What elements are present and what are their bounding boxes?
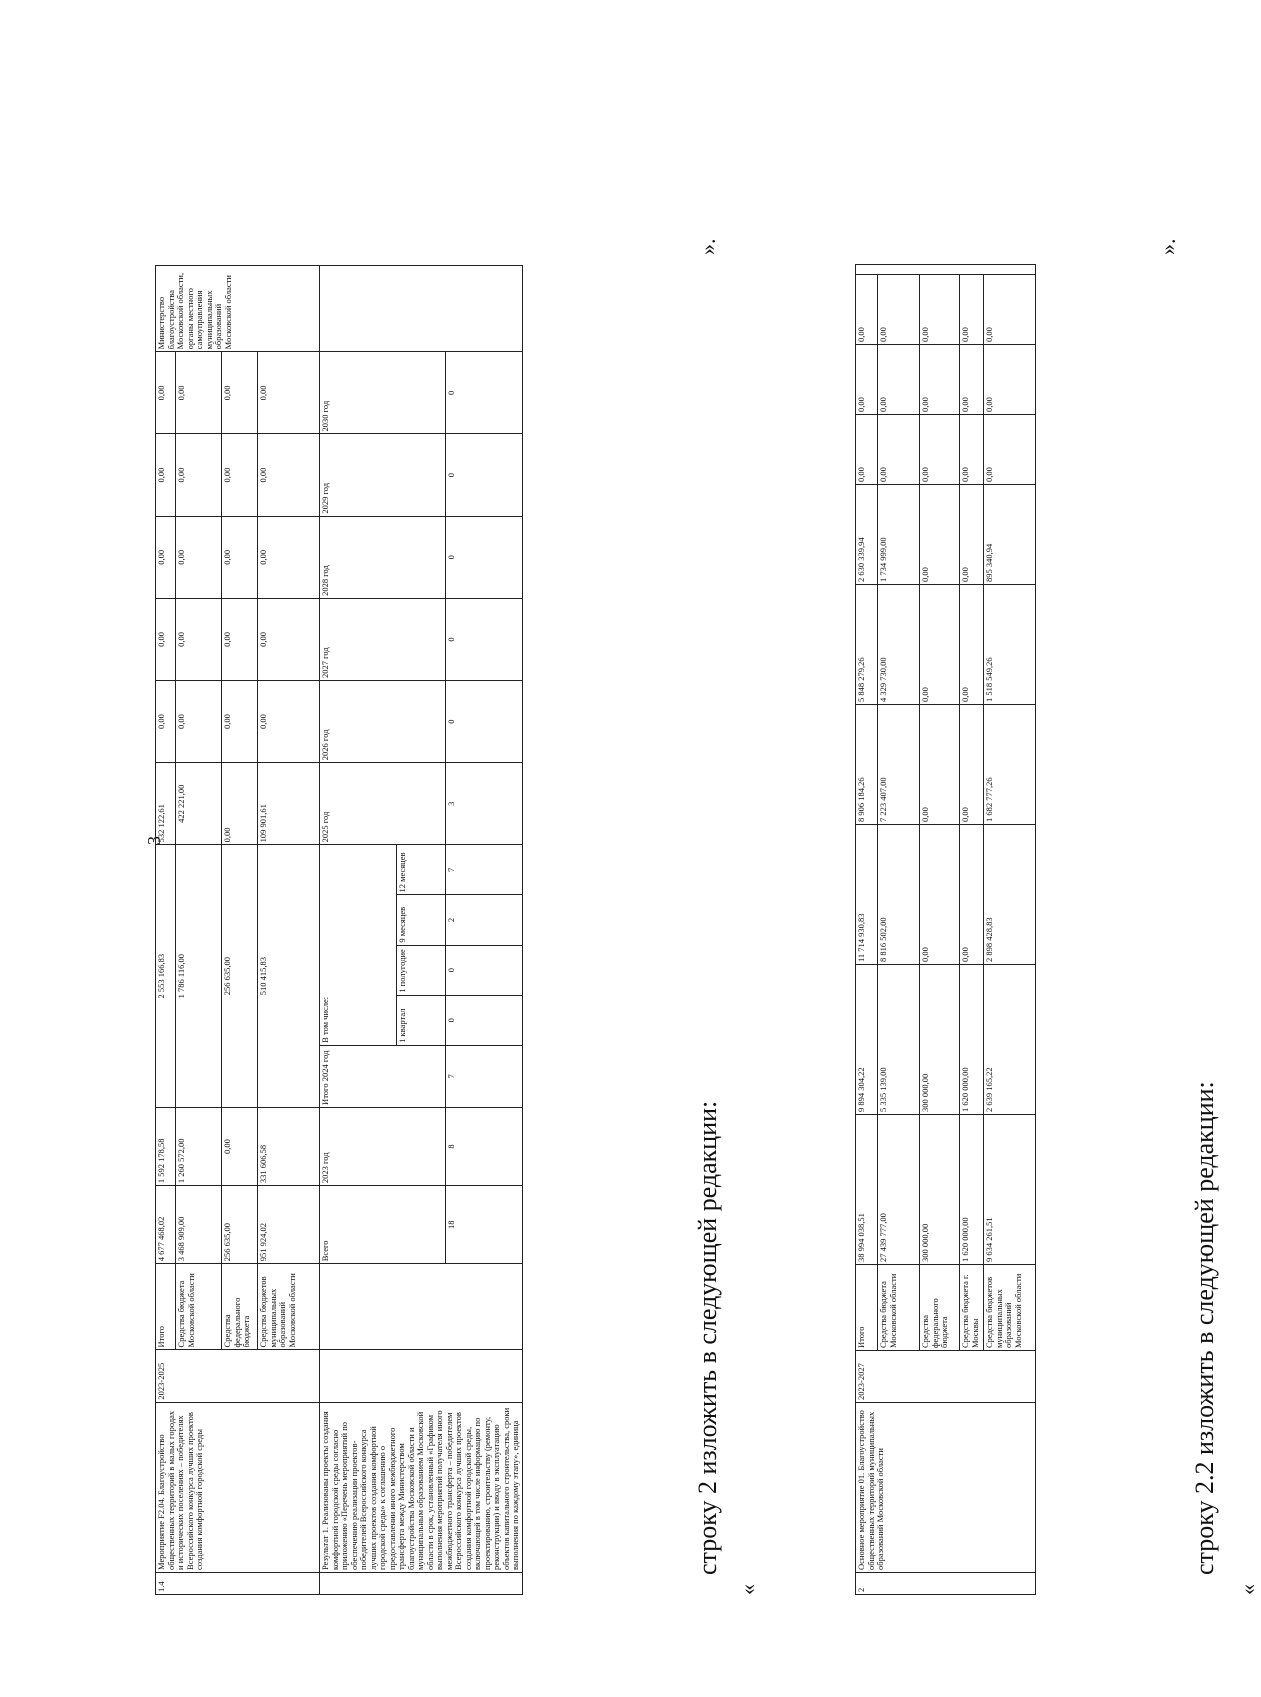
- finance-2023: 1 592 178,58: [156, 1107, 176, 1185]
- finance-total: 4 677 468,02: [156, 1186, 176, 1264]
- finance-2024: 2 553 166,83: [156, 845, 176, 1108]
- finance-2030: 0,00: [960, 275, 984, 345]
- opening-quote: «: [735, 1584, 760, 1595]
- finance-2026: 0,00: [176, 681, 222, 763]
- period: 2023-2027: [856, 1351, 1036, 1403]
- result-12-months: 7: [445, 845, 522, 895]
- finance-2029: 0,00: [856, 345, 878, 415]
- finance-total: 300 000,00: [920, 1115, 960, 1265]
- finance-2023: 300 000,00: [920, 965, 960, 1115]
- instruction-caption-2: строку 2.2 изложить в следующей редакции:: [1190, 1081, 1219, 1575]
- finance-source: Итого: [156, 1264, 176, 1350]
- finance-2028: 0,00: [222, 516, 258, 598]
- finance-2029: 0,00: [878, 345, 920, 415]
- finance-source: Средства федерального бюджета: [222, 1264, 258, 1350]
- finance-2028: 0,00: [176, 516, 222, 598]
- finance-2025: 532 122,61: [156, 763, 176, 845]
- finance-2024: 256 635,00: [222, 845, 258, 1108]
- finance-2024: 1 786 116,00: [176, 845, 222, 1108]
- finance-2023: 5 335 139,00: [878, 965, 920, 1115]
- instruction-caption-1: строку 2 изложить в следующей редакции:: [693, 1100, 722, 1575]
- finance-2025: 1 682 777,26: [984, 705, 1036, 825]
- finance-total: 1 620 000,00: [960, 1115, 984, 1265]
- finance-2027: 0,00: [176, 598, 222, 680]
- finance-2029: 0,00: [984, 345, 1036, 415]
- row-number: 1.4: [156, 1572, 320, 1594]
- finance-2024: 11 714 930,83: [856, 825, 878, 965]
- finance-2027: 0,00: [156, 598, 176, 680]
- result-9-months: 2: [445, 895, 522, 945]
- header-half-year: 1 полугодие: [397, 945, 446, 995]
- finance-2025: 422 221,00: [176, 763, 222, 845]
- finance-total: 27 439 777,00: [878, 1115, 920, 1265]
- finance-source: Средства бюджетов муниципальных образований Московской области: [984, 1265, 1036, 1351]
- result-2023: 8: [445, 1107, 522, 1185]
- finance-2026: 0,00: [222, 681, 258, 763]
- executor: Министерство благоустройства Московской области, органы местного самоуправления муниципальных образований Московской области: [156, 266, 320, 352]
- closing-quote: ».: [1155, 238, 1180, 255]
- table-row: [156, 266, 176, 1595]
- header-total: Всего: [320, 1186, 446, 1264]
- finance-2027: 0,00: [222, 598, 258, 680]
- finance-2027: 895 340,94: [984, 485, 1036, 585]
- finance-2026: 0,00: [156, 681, 176, 763]
- table-row-2: [855, 264, 1036, 1595]
- finance-2023: 2 639 165,22: [984, 965, 1036, 1115]
- finance-source: Средства бюджета г. Москвы: [960, 1265, 984, 1351]
- header-12-months: 12 месяцев: [397, 845, 446, 895]
- header-v-tom-chisle: В том числе:: [320, 845, 397, 1045]
- result-2025: 3: [445, 763, 522, 845]
- finance-2023: 0,00: [222, 1107, 258, 1185]
- finance-2028: 0,00: [258, 516, 320, 598]
- finance-2023: 331 606,58: [258, 1107, 320, 1185]
- finance-2027: 1 734 999,00: [878, 485, 920, 585]
- result-text: Результат 1. Реализованы проекты создания комфортной городской среды согласно приложению «Перечень мероприятий по обеспечению реализации проектов-победителей Всероссийского конкурса лучших проектов создания комфортной городской среды» к соглашению о предоставлении иного межбюджетного трансферта между Министерством благоустройства Московской области и муниципальным образованием Московской области в срок, установленный «Графиком выполнения мероприятий получателя иного межбюджетного трансферта – победителем Всероссийского конкурса лучших проектов создания комфортной городской среды, включающей в том числе информацию по проектированию, строительству (ремонту, реконструкции) и вводу в эксплуатацию объектов капитального строительства, сроки выполнения по каждому этапу», единица: [320, 1402, 523, 1572]
- finance-2025: 109 901,61: [258, 763, 320, 845]
- finance-2025: 7 223 407,00: [878, 705, 920, 825]
- finance-2028: 0,00: [156, 516, 176, 598]
- finance-2028: 0,00: [856, 415, 878, 485]
- period: 2023-2025: [156, 1350, 320, 1402]
- page-number: 3: [144, 836, 164, 845]
- finance-2024: 0,00: [960, 825, 984, 965]
- finance-total: 38 994 038,51: [856, 1115, 878, 1265]
- finance-source: Средства бюджетов муниципальных образований Московской области: [258, 1264, 320, 1350]
- finance-2026: 5 848 279,26: [856, 585, 878, 705]
- event-name: Мероприятие F2.04. Благоустройство общественных территорий в малых городах и исторических поселениях – победителях Всероссийского конкурса лучших проектов создания комфортной городской среды: [156, 1402, 320, 1572]
- finance-2027: 0,00: [960, 485, 984, 585]
- finance-2027: 2 630 339,94: [856, 485, 878, 585]
- finance-2028: 0,00: [878, 415, 920, 485]
- finance-2030: 0,00: [156, 352, 176, 434]
- finance-2030: 0,00: [222, 352, 258, 434]
- finance-2025: 8 906 184,26: [856, 705, 878, 825]
- header-2028: 2028 год: [320, 516, 446, 598]
- finance-2023: 9 894 304,22: [856, 965, 878, 1115]
- result-2029: 0: [445, 434, 522, 516]
- finance-2029: 0,00: [960, 345, 984, 415]
- result-2028: 0: [445, 516, 522, 598]
- header-q1: 1 квартал: [397, 995, 446, 1045]
- header-2023: 2023 год: [320, 1107, 446, 1185]
- finance-2024: 2 898 428,83: [984, 825, 1036, 965]
- header-2026: 2026 год: [320, 681, 446, 763]
- row-number: 2: [856, 1573, 1036, 1595]
- result-half-year: 0: [445, 945, 522, 995]
- finance-2028: 0,00: [920, 415, 960, 485]
- finance-2027: 0,00: [920, 485, 960, 585]
- finance-2030: 0,00: [258, 352, 320, 434]
- finance-2029: 0,00: [222, 434, 258, 516]
- finance-2030: 0,00: [878, 275, 920, 345]
- finance-2023: 1 620 000,00: [960, 965, 984, 1115]
- result-2027: 0: [445, 598, 522, 680]
- finance-2030: 0,00: [920, 275, 960, 345]
- finance-2025: 0,00: [222, 763, 258, 845]
- header-itogo-2024: Итого 2024 год: [320, 1045, 446, 1107]
- table-row: [320, 266, 397, 1595]
- rotated-page-content: [95, 215, 1260, 1615]
- result-q1: 0: [445, 995, 522, 1045]
- header-2030: 2030 год: [320, 352, 446, 434]
- finance-2028: 0,00: [960, 415, 984, 485]
- event-name: Основное мероприятие 01. Благоустройство общественных территорий муниципальных образований Московской области: [856, 1403, 1036, 1573]
- finance-2027: 0,00: [258, 598, 320, 680]
- finance-2026: 0,00: [920, 585, 960, 705]
- finance-2029: 0,00: [258, 434, 320, 516]
- result-total: 18: [445, 1186, 522, 1264]
- finance-2029: 0,00: [176, 434, 222, 516]
- result-2030: 0: [445, 352, 522, 434]
- finance-2025: 0,00: [960, 705, 984, 825]
- finance-2024: 0,00: [920, 825, 960, 965]
- finance-2030: 0,00: [984, 275, 1036, 345]
- finance-source: Средства бюджета Московской области: [176, 1264, 222, 1350]
- table-row: [856, 265, 878, 1595]
- finance-2029: 0,00: [920, 345, 960, 415]
- finance-2024: 8 816 502,00: [878, 825, 920, 965]
- finance-total: 9 634 261,51: [984, 1115, 1036, 1265]
- header-2027: 2027 год: [320, 598, 446, 680]
- finance-source: Средства федерального бюджета: [920, 1265, 960, 1351]
- finance-2026: 0,00: [960, 585, 984, 705]
- finance-2030: 0,00: [176, 352, 222, 434]
- finance-total: 3 468 909,00: [176, 1186, 222, 1264]
- finance-source: Средства бюджета Московской области: [878, 1265, 920, 1351]
- result-itogo-2024: 7: [445, 1045, 522, 1107]
- finance-source: Итого: [856, 1265, 878, 1351]
- finance-2024: 510 415,83: [258, 845, 320, 1108]
- header-9-months: 9 месяцев: [397, 895, 446, 945]
- finance-2023: 1 260 572,00: [176, 1107, 222, 1185]
- closing-quote: ».: [695, 238, 720, 255]
- finance-2029: 0,00: [156, 434, 176, 516]
- header-2029: 2029 год: [320, 434, 446, 516]
- table-row-1-4: [155, 265, 523, 1595]
- opening-quote: «: [1235, 1584, 1260, 1595]
- finance-2028: 0,00: [984, 415, 1036, 485]
- finance-2025: 0,00: [920, 705, 960, 825]
- header-2025: 2025 год: [320, 763, 446, 845]
- finance-2026: 4 329 730,00: [878, 585, 920, 705]
- finance-total: 951 924,02: [258, 1186, 320, 1264]
- finance-2026: 0,00: [258, 681, 320, 763]
- result-2026: 0: [445, 681, 522, 763]
- finance-2026: 1 518 549,26: [984, 585, 1036, 705]
- finance-total: 256 635,00: [222, 1186, 258, 1264]
- finance-2030: 0,00: [856, 275, 878, 345]
